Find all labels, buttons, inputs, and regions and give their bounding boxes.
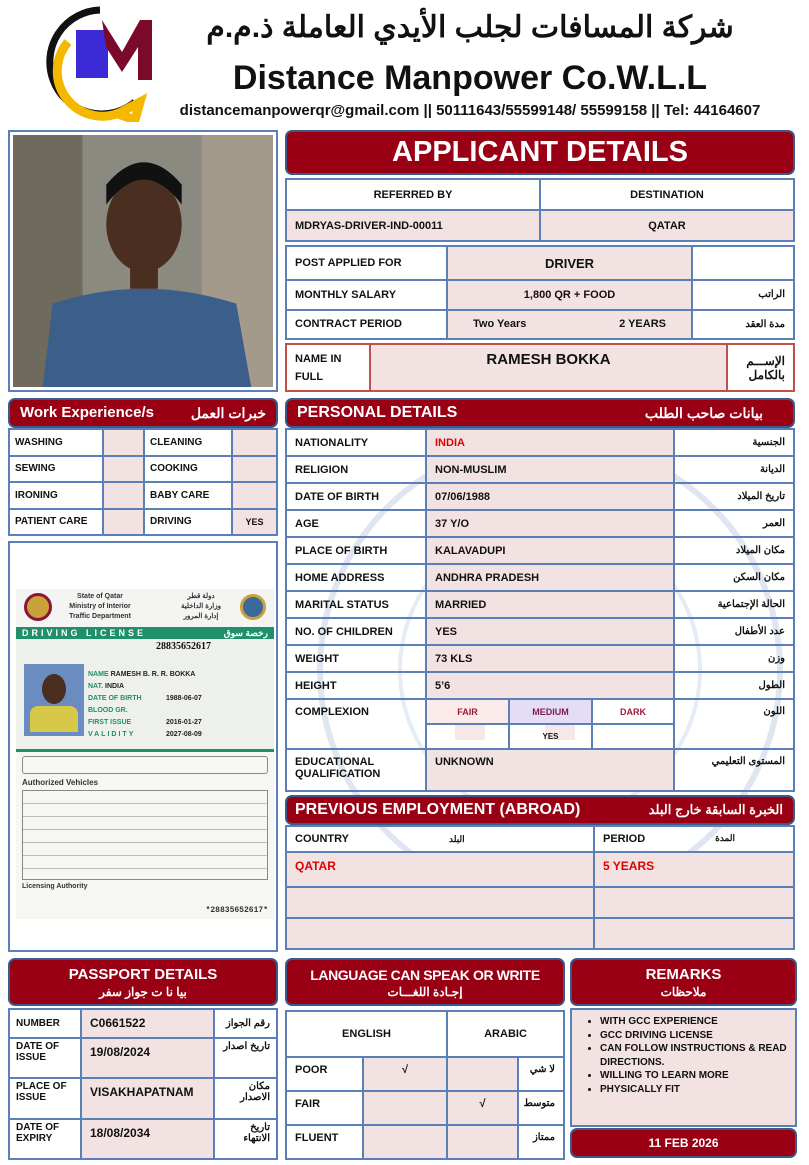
contract-text: Two Years [473,318,527,331]
personal-label-ar: الديانة [674,456,794,483]
complexion-medium-value: YES [509,724,592,749]
english-header: ENGLISH [286,1011,447,1057]
name-label: NAME IN FULL [286,344,370,391]
personal-label-ar: الحالة الإجتماعية [674,591,794,618]
personal-row [286,456,794,483]
country-header [286,826,594,852]
personal-table [285,428,795,790]
personal-label-ar: مكان الميلاد [674,537,794,564]
personal-label: AGE [286,510,426,537]
personal-row [286,537,794,564]
license-nat: INDIA [105,683,125,690]
personal-label: MARITAL STATUS [286,591,426,618]
complexion-medium: MEDIUM [509,699,592,724]
work-skill-label: PATIENT CARE [9,509,103,536]
remark-item: • PHYSICALLY FIT [600,1083,789,1097]
remark-item: • WILLING TO LEARN MORE [600,1069,789,1083]
license-ministry-ar: وزارة الداخلية [181,603,221,610]
empty-cell [594,918,794,949]
passport-value: VISAKHAPATNAM [81,1078,214,1118]
license-dept: Traffic Department [69,613,131,620]
work-table [8,428,278,536]
language-title-ar: إجـادة اللغـــات [387,985,463,999]
complexion-dark: DARK [592,699,674,724]
personal-title-ar: بيانات صاحب الطلب [644,405,763,421]
license-barcode: *28835652617* [205,906,268,915]
passport-title-ar: بيا نا ت جواز سفر [99,985,187,999]
work-skill-value [103,482,144,509]
contract-years: 2 YEARS [619,318,666,331]
work-row [9,429,277,456]
previous-employment-table [285,825,795,950]
contract-label-ar: مدة العقد [692,310,794,339]
personal-value: KALAVADUPI [426,537,674,564]
work-skill-value [103,509,144,536]
education-label: EDUCATIONAL QUALIFICATION [286,749,426,791]
passport-header [8,958,278,1006]
license-first-label: FIRST ISSUE [88,719,132,726]
referred-by-value: MDRYAS-DRIVER-IND-00011 [286,210,540,241]
previous-period: 5 YEARS [594,852,794,887]
personal-row [286,564,794,591]
post-empty-cell [692,246,794,280]
arabic-level-check [447,1125,518,1159]
remarks-body [570,1008,797,1127]
passport-row [9,1009,277,1038]
language-level-label: FLUENT [286,1125,363,1159]
remark-item: • CAN FOLLOW INSTRUCTIONS & READ DIRECTIONS. [600,1042,789,1069]
language-level-label-ar: لا شي [518,1057,564,1091]
complexion-dark-value [592,724,674,749]
arabic-header: ARABIC [447,1011,564,1057]
period-label: PERIOD [603,833,646,845]
personal-label: RELIGION [286,456,426,483]
period-header [594,826,794,852]
english-level-check [363,1091,447,1125]
country-label: COUNTRY [295,833,349,845]
personal-value: 73 KLS [426,645,674,672]
license-dob: 1988-06-07 [166,695,202,702]
empty-cell [594,887,794,918]
passport-label: DATE OF EXPIRY [9,1119,81,1159]
work-skill-label: CLEANING [144,429,232,456]
language-level-label: FAIR [286,1091,363,1125]
work-skill-label: WASHING [9,429,103,456]
work-row [9,482,277,509]
personal-row [286,429,794,456]
company-contacts: distancemanpowerqr@gmail.com || 50111643/55599148/ 55599158 || Tel: 44164607 [179,102,761,119]
post-label: POST APPLIED FOR [286,246,447,280]
personal-label-ar: الجنسية [674,429,794,456]
license-name-label: NAME [88,671,109,678]
personal-label-ar: مكان السكن [674,564,794,591]
personal-label: NO. OF CHILDREN [286,618,426,645]
license-state: State of Qatar [77,593,123,600]
work-title: Work Experience/s [20,404,154,421]
personal-label-ar: العمر [674,510,794,537]
passport-label: PLACE OF ISSUE [9,1078,81,1118]
license-state-ar: دولة قطر [187,593,215,600]
remark-item: • WITH GCC EXPERIENCE [600,1015,789,1029]
language-title: LANGUAGE CAN SPEAK OR WRITE [310,967,540,983]
license-title-ar: رخصة سوق [223,628,268,638]
personal-value: YES [426,618,674,645]
remarks-date: 11 FEB 2026 [570,1128,797,1158]
license-dob-label: DATE OF BIRTH [88,695,142,702]
license-blood-label: BLOOD GR. [88,707,128,714]
personal-value: 07/06/1988 [426,483,674,510]
work-row [9,509,277,536]
work-skill-value: YES [232,509,277,536]
work-skill-label: COOKING [144,456,232,483]
period-label-ar: المدة [715,833,735,843]
personal-label: DATE OF BIRTH [286,483,426,510]
post-table [285,245,795,340]
passport-label: DATE OF ISSUE [9,1038,81,1078]
previous-employment-header [285,795,795,825]
arabic-level-check [447,1057,518,1091]
language-row [286,1091,564,1125]
applicant-photo [8,130,278,392]
remarks-title: REMARKS [645,966,722,983]
personal-label: WEIGHT [286,645,426,672]
passport-table [8,1008,278,1160]
language-level-label-ar: متوسط [518,1091,564,1125]
license-first: 2016-01-27 [166,719,202,726]
personal-label: PLACE OF BIRTH [286,537,426,564]
work-skill-label: BABY CARE [144,482,232,509]
passport-value: 18/08/2034 [81,1119,214,1159]
passport-value: 19/08/2024 [81,1038,214,1078]
personal-label-ar: تاريخ الميلاد [674,483,794,510]
language-level-label-ar: ممتاز [518,1125,564,1159]
license-dept-ar: إدارة المرور [183,613,219,620]
applicant-details-header: APPLICANT DETAILS [285,130,795,175]
passport-row [9,1038,277,1078]
work-experience-header [8,398,278,428]
salary-value: 1,800 QR + FOOD [447,280,692,309]
passport-label-ar: رقم الجواز [214,1009,277,1038]
passport-label-ar: تاريخ اصدار [214,1038,277,1078]
license-validity: 2027-08-09 [166,731,202,738]
english-level-check: √ [363,1057,447,1091]
personal-row [286,591,794,618]
remark-item: • GCC DRIVING LICENSE [600,1029,789,1043]
work-skill-label: DRIVING [144,509,232,536]
passport-label-ar: مكان الاصدار [214,1078,277,1118]
passport-title: PASSPORT DETAILS [68,966,218,983]
salary-label: MONTHLY SALARY [286,280,447,309]
personal-label-ar: وزن [674,645,794,672]
personal-value: MARRIED [426,591,674,618]
education-label-ar: المستوى التعليمي [674,749,794,791]
personal-label: HOME ADDRESS [286,564,426,591]
personal-row [286,645,794,672]
personal-details-header [285,398,795,428]
previous-country: QATAR [286,852,594,887]
personal-value: INDIA [426,429,674,456]
country-label-ar: البلد [448,834,465,844]
previous-title-ar: الخبرة السابقة خارج البلد [648,802,783,817]
personal-row [286,672,794,699]
personal-value: 5’6 [426,672,674,699]
license-authority: Licensing Authority [22,883,88,890]
company-name-arabic: شركة المسافات لجلب الأيدي العاملة ذ.م.م [206,11,734,44]
passport-value: C0661522 [81,1009,214,1038]
post-value: DRIVER [447,246,692,280]
salary-label-ar: الراتب [692,280,794,309]
work-skill-label: SEWING [9,456,103,483]
work-row [9,456,277,483]
work-skill-value [232,429,277,456]
work-skill-value [103,429,144,456]
work-skill-value [103,456,144,483]
referral-table [285,178,795,242]
passport-label: NUMBER [9,1009,81,1038]
destination-value: QATAR [540,210,794,241]
remarks-title-ar: ملاحظات [660,985,707,999]
personal-row [286,618,794,645]
full-name: RAMESH BOKKA [370,344,727,391]
language-row [286,1125,564,1159]
personal-value: 37 Y/O [426,510,674,537]
gcc-emblem [240,594,266,620]
company-name-english: Distance Manpower Co.W.L.L [232,59,708,97]
contract-value [447,310,692,339]
personal-label-ar: عدد الأطفال [674,618,794,645]
personal-title: PERSONAL DETAILS [297,404,458,421]
complexion-fair-value [426,724,509,749]
driving-license-box [8,541,278,952]
license-number: 28835652617 [156,641,211,652]
english-level-check [363,1125,447,1159]
name-label-ar: الإســـم بالكامل [727,344,794,391]
personal-value: ANDHRA PRADESH [426,564,674,591]
language-level-label: POOR [286,1057,363,1091]
driving-license-image [16,589,274,919]
complexion-fair: FAIR [426,699,509,724]
qatar-emblem [24,593,52,621]
license-nat-label: NAT. [88,683,104,690]
contract-label: CONTRACT PERIOD [286,310,447,339]
work-skill-value [232,482,277,509]
complexion-label-ar: اللون [674,699,794,749]
empty-cell [286,887,594,918]
personal-label-ar: الطول [674,672,794,699]
remarks-header [570,958,797,1006]
work-skill-label: IRONING [9,482,103,509]
license-vehicles: Authorized Vehicles [22,778,99,787]
personal-value: NON-MUSLIM [426,456,674,483]
personal-label: HEIGHT [286,672,426,699]
license-name: RAMESH B. R. R. BOKKA [110,671,196,678]
complexion-label: COMPLEXION [286,699,426,749]
passport-label-ar: تاريخ الانتهاء [214,1119,277,1159]
name-table [285,343,795,392]
personal-row [286,510,794,537]
license-title: DRIVING LICENSE [22,628,147,638]
work-skill-value [232,456,277,483]
language-row [286,1057,564,1091]
referred-by-label: REFERRED BY [286,179,540,210]
license-ministry: Ministry of Interior [69,603,131,610]
passport-row [9,1078,277,1118]
language-header [285,958,565,1006]
personal-row [286,483,794,510]
empty-cell [286,918,594,949]
personal-label: NATIONALITY [286,429,426,456]
license-validity-label: VALIDITY [88,731,136,738]
language-table [285,1010,565,1160]
arabic-level-check: √ [447,1091,518,1125]
passport-row [9,1119,277,1159]
education-value: UNKNOWN [426,749,674,791]
destination-label: DESTINATION [540,179,794,210]
previous-title: PREVIOUS EMPLOYMENT (ABROAD) [295,801,581,818]
license-photo [24,664,84,736]
work-title-ar: خبرات العمل [190,405,266,421]
